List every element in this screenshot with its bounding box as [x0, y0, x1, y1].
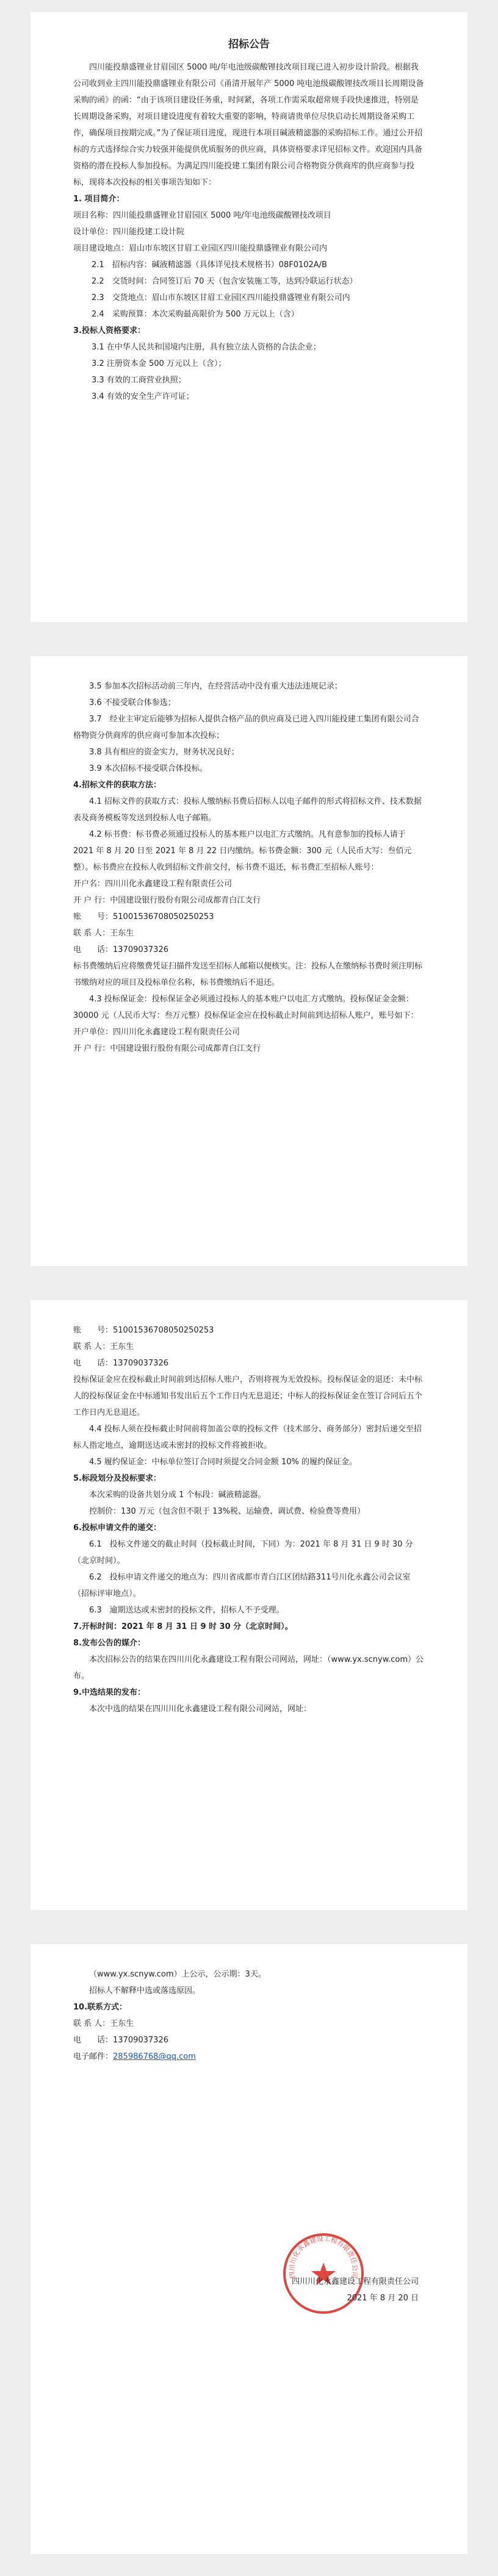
item-3-5: 3.5 参加本次招标活动前三年内，在经营活动中没有重大违法违规记录；: [89, 682, 342, 691]
item-4-4: 4.4 投标人须在投标截止时间前将加盖公章的投标文件（技术部分、商务部分）密封后递交至招标人指定地点，逾期送达或未密封的投标文件将被拒收。: [73, 1425, 422, 1450]
final-contact-person: 联 系 人：王东生: [73, 2019, 134, 2028]
document-page-3: [31, 1300, 467, 1910]
item-3-7: 3.7 经业主审定后能够为招标人提供合格产品的供应商及已进入四川能投建工集团有限公司合格物资分供商库的供应商可参加本次投标；: [73, 715, 419, 740]
email-label: 电子邮件：: [73, 2052, 114, 2061]
item-3-2: 3.2 注册资本金 500 万元以上（含）；: [92, 359, 226, 368]
item-3-1: 3.1 在中华人民共和国境内注册，具有独立法人资格的合法企业；: [92, 343, 321, 352]
final-contact-phone: 电 话：13709037326: [73, 2036, 168, 2045]
account-number: 账 号：51001536708050250253: [73, 912, 214, 921]
item-4-5: 4.5 履约保证金：中标单位签订合同时须提交合同金额 10% 的履约保证金。: [89, 1458, 357, 1467]
intro-paragraph: 四川能投鼎盛锂业甘眉园区 5000 吨/年电池级碳酸锂技改项目现已进入初步设计阶段。根据我公司收到业主四川能投鼎盛锂业有限公司《甬清开展年产 5000 吨电池级碳酸锂技改项目长周期设备采购的函》的函：“由于该项目建设任务重，时间紧，各项工作需采取超常规手段快速推进，特别是长周期设备采购，对项目建设进度有着较大重要的影响，特商请贵单位尽快启动长周期设备采购工作，确保项目按期完成。”为了保证项目进度，现进行本项目碱液精滤器的采购招标工作。通过公开招标的方式选择综合实力较强并能提供优质服务的供应商，具体资格要求详见招标文件。欢迎国内具备资格的潜在投标人参加投标。为满足四川能投建工集团有限公司合格物资分供商库的供应商参与投标，现将本次投标的相关事项告知如下：: [73, 63, 424, 187]
project-name: 项目名称：四川能投鼎盛锂业甘眉园区 5000 吨/年电池级碳酸锂技改项目: [73, 211, 331, 220]
deposit-contact-phone: 电 话：13709037326: [73, 1359, 168, 1368]
section-5-heading: 5.标段划分及投标要求：: [73, 1474, 161, 1483]
document-page-4: [31, 1944, 467, 2554]
item-2-2: 2.2 交货时间：合同签订后 70 天（包含安装施工等，达到冷联运行状态）: [92, 277, 358, 286]
signature-block: [31, 2274, 425, 2306]
item-3-9: 3.9 本次招标不接受联合体投标。: [89, 764, 208, 773]
item-3-8: 3.8 具有相应的资金实力，财务状况良好；: [89, 748, 239, 757]
document-page-1: [31, 12, 467, 622]
contact-person: 联 系 人：王东生: [73, 929, 134, 938]
section-1-heading: 1. 项目简介：: [73, 195, 125, 204]
item-6-2: 6.2 投标申请文件递交的地点为：四川省成都市青白江区团结路311号川化永鑫公司会议室（招标评审地点）。: [73, 1573, 411, 1598]
item-5-2: 控制价：130 万元（包含但不限于 13%税、运输费、调试费、检验费等费用）: [89, 1507, 365, 1516]
item-3-3: 3.3 有效的工商营业执照；: [92, 376, 186, 385]
deposit-note: 投标保证金应在投标截止时间前到达招标人账户，否则将视为无效投标。投标保证金的退还：未中标人的投标保证金在中标通知书发出后五个工作日内无息退还；中标人的投标保证金在签订合同后五个工作日内无息退还。: [73, 1375, 423, 1417]
section-7-heading: 7.开标时间：2021 年 8 月 31 日 9 时 30 分（北京时间）。: [73, 1622, 293, 1631]
deposit-paragraph: 4.3 投标保证金：投标保证金必须通过投标人的基本账户以电汇方式缴纳。投标保证金金额：30000 元（人民币大写：叁万元整）投标保证金应在投标截止时间前到达招标人账户，账号如下：: [73, 995, 419, 1020]
item-2-1: 2.1 招标内容：碱液精滤器（具体详见技术规格书）08F0102A/B: [92, 260, 327, 270]
section-9-heading: 9.中选结果的发布：: [73, 1688, 145, 1697]
deposit-account-name: 开户单位：四川川化永鑫建设工程有限责任公司: [73, 1028, 240, 1037]
section-6-heading: 6.投标申请文件的递交：: [73, 1523, 161, 1533]
item-6-1: 6.1 投标文件递交的截止时间（投标截止时间，下同）为：2021 年 8 月 31 日 9 时 30 分（北京时间）。: [73, 1540, 413, 1565]
item-5-1: 本次采购的设备共划分成 1 个标段：碱液精滤器。: [89, 1490, 266, 1500]
result-note: 招标人不解释中选或落选原因。: [89, 1986, 201, 1995]
section-10-heading: 10.联系方式：: [73, 2003, 128, 2012]
section-3-heading: 3.投标人资格要求：: [73, 326, 145, 335]
item-9-text: 本次中选的结果在四川川化永鑫建设工程有限公司网站，网址：: [89, 1705, 312, 1714]
signer-company: 四川川化永鑫建设工程有限责任公司: [291, 2277, 419, 2286]
deposit-contact-person: 联 系 人：王东生: [73, 1342, 134, 1351]
item-4-1: 4.1 招标文件的获取方式：投标人缴纳标书费后招标人以电子邮件的形式将招标文件、技术数据表及商务模板等发送到投标人电子邮箱。: [73, 797, 422, 823]
section-4-heading: 4.招标文件的获取方法：: [73, 781, 161, 790]
contact-phone: 电 话：13709037326: [73, 945, 168, 954]
svg-text:四川川化永鑫建设工程有限责任公司: 四川川化永鑫建设工程有限责任公司: [287, 2234, 359, 2279]
document-page-2: [31, 656, 467, 1266]
result-site: （www.yx.scnyw.com）上公示，公示期：3天。: [89, 1970, 266, 1979]
page-title: 招标公告: [228, 38, 270, 51]
item-2-3: 2.3 交货地点：眉山市东坡区甘眉工业园区四川能投鼎盛锂业有限公司内: [92, 293, 350, 302]
email-line: [73, 2048, 425, 2065]
email-link[interactable]: 285986768@qq.com: [113, 2052, 196, 2061]
item-6-3: 6.3 逾期送达或未密封的投标文件，招标人不予受理。: [89, 1606, 284, 1615]
deposit-account-bank: 开 户 行：中国建设银行股份有限公司成都青白江支行: [73, 1044, 261, 1053]
account-name: 开户名：四川川化永鑫建设工程有限责任公司: [73, 879, 233, 889]
item-4-2: 4.2 标书费：标书费必须通过投标人的基本账户以电汇方式缴纳。凡有意参加的投标人请于 2021 年 8 月 20 日至 2021 年 8 月 22 日内缴纳。标书费金额：300 元（人民币大写：叁佰元整）。标书费应在投标人收到招标文件前交付，标书费不退还，标书费汇至招标人账号：: [73, 830, 412, 872]
item-2-4: 2.4 采购预算：本次采购最高限价为 500 万元以上（含）: [92, 310, 299, 319]
sign-date: 2021 年 8 月 20 日: [347, 2294, 419, 2303]
account-bank: 开 户 行：中国建设银行股份有限公司成都青白江支行: [73, 896, 261, 905]
item-8-text: 本次招标公告的结果在四川川化永鑫建设工程有限公司网站，网址：（www.yx.scnyw.com）公布。: [73, 1655, 424, 1681]
item-3-4: 3.4 有效的安全生产许可证；: [92, 392, 194, 401]
item-3-6: 3.6 不接受联合体参选；: [89, 698, 176, 707]
project-location: 项目建设地点：眉山市东坡区甘眉工业园区四川能投鼎盛锂业有限公司内: [73, 244, 328, 253]
deposit-account-number: 账 号：51001536708050250253: [73, 1326, 214, 1335]
project-designer: 设计单位：四川能投建工设计院: [73, 227, 185, 237]
section-8-heading: 8.发布公告的媒介：: [73, 1639, 145, 1648]
item-4-3-note: 标书费缴纳后应将缴费凭证扫描件发送至招标人邮箱以便核实。注：投标人在缴纳标书费时须注明标书缴纳对应的项目及投标单位名称，标书费缴纳后不退还。: [73, 962, 423, 987]
